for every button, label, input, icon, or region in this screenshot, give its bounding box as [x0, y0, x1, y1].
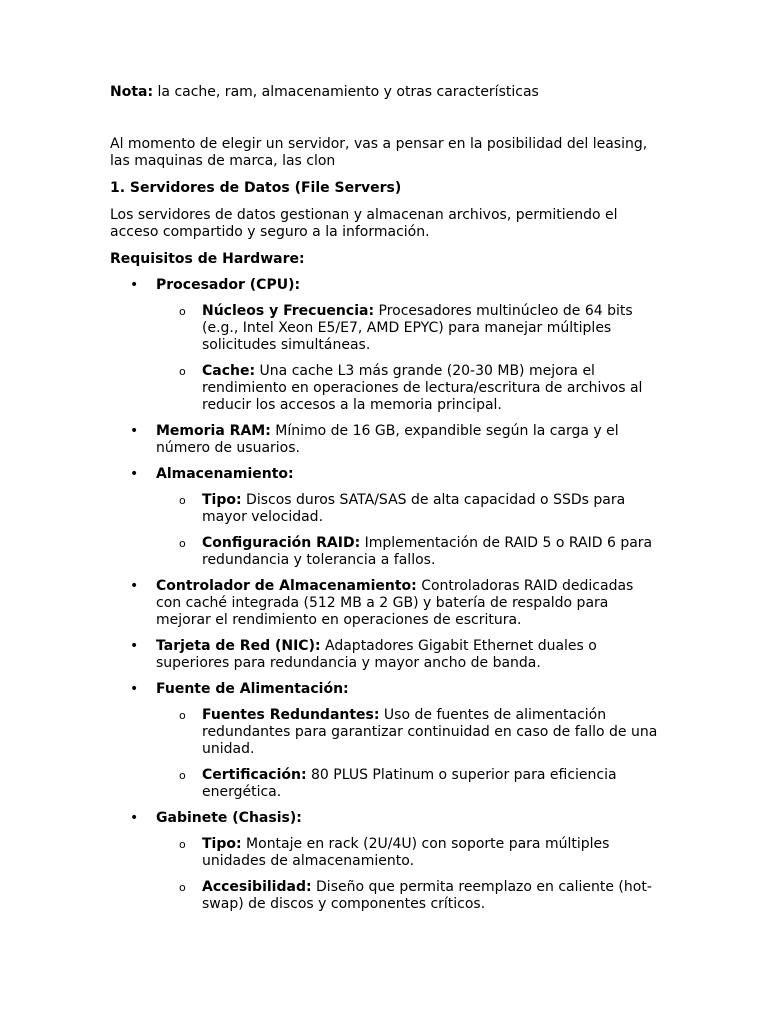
document-page: [110, 84, 660, 913]
sub-requirement-item: [156, 492, 660, 526]
sub-requirements-list: [156, 492, 660, 569]
requirement-item: [110, 810, 660, 913]
bullet-icon: •: [130, 578, 139, 594]
requirement-item: [110, 578, 660, 629]
sub-requirements-list: [156, 707, 660, 801]
requirement-label: Tarjeta de Red (NIC):: [156, 638, 321, 654]
sub-requirement-label: Tipo:: [202, 492, 242, 508]
requirement-label: Gabinete (Chasis):: [156, 810, 302, 826]
requirement-label: Almacenamiento:: [156, 466, 294, 482]
sub-requirement-text: Procesadores multinúcleo de 64 bits (e.g., Intel Xeon E5/E7, AMD EPYC) para manejar múltiples solicitudes simultáneas.: [202, 303, 633, 353]
sub-bullet-icon: o: [179, 881, 186, 894]
requirements-list: [110, 277, 660, 913]
sub-requirements-list: [156, 303, 660, 414]
sub-requirement-text: Discos duros SATA/SAS de alta capacidad o SSDs para mayor velocidad.: [202, 492, 626, 525]
sub-requirement-text: Implementación de RAID 5 o RAID 6 para redundancia y tolerancia a fallos.: [202, 535, 653, 568]
sub-requirement-label: Cache:: [202, 363, 256, 379]
sub-requirement-label: Accesibilidad:: [202, 879, 312, 895]
sub-bullet-icon: o: [179, 494, 186, 507]
sub-requirement-label: Tipo:: [202, 836, 242, 852]
sub-requirement-label: Certificación:: [202, 767, 307, 783]
intro-paragraph: Al momento de elegir un servidor, vas a pensar en la posibilidad del leasing, las maquinas de marca, las clon: [110, 136, 648, 169]
requirement-text: Mínimo de 16 GB, expandible según la carga y el número de usuarios.: [156, 423, 619, 456]
bullet-icon: •: [130, 638, 139, 654]
sub-bullet-icon: o: [179, 537, 186, 550]
bullet-icon: •: [130, 277, 139, 293]
sub-requirements-list: [156, 836, 660, 913]
requirement-label: Fuente de Alimentación:: [156, 681, 349, 697]
sub-requirement-item: [156, 879, 660, 913]
sub-requirement-label: Núcleos y Frecuencia:: [202, 303, 375, 319]
sub-requirement-text: Diseño que permita reemplazo en caliente (hot-swap) de discos y componentes críticos.: [202, 879, 652, 912]
requirement-label: Memoria RAM:: [156, 423, 271, 439]
sub-bullet-icon: o: [179, 709, 186, 722]
sub-requirement-item: [156, 707, 660, 758]
note-text: la cache, ram, almacenamiento y otras características: [153, 84, 539, 100]
sub-requirement-label: Configuración RAID:: [202, 535, 361, 551]
requirement-item: [110, 681, 660, 801]
sub-requirement-label: Fuentes Redundantes:: [202, 707, 380, 723]
sub-requirement-item: [156, 767, 660, 801]
note-label: Nota:: [110, 84, 154, 100]
sub-bullet-icon: o: [179, 769, 186, 782]
bullet-icon: •: [130, 810, 139, 826]
requirement-item: [110, 277, 660, 414]
requirement-text: Adaptadores Gigabit Ethernet duales o superiores para redundancia y mayor ancho de banda.: [156, 638, 597, 671]
bullet-icon: •: [130, 681, 139, 697]
section-description: Los servidores de datos gestionan y almacenan archivos, permitiendo el acceso compartido y seguro a la información.: [110, 207, 618, 240]
requirement-item: [110, 423, 660, 457]
sub-requirement-text: Montaje en rack (2U/4U) con soporte para múltiples unidades de almacenamiento.: [202, 836, 610, 869]
requirement-label: Procesador (CPU):: [156, 277, 301, 293]
sub-bullet-icon: o: [179, 305, 186, 318]
sub-requirement-item: [156, 836, 660, 870]
sub-bullet-icon: o: [179, 365, 186, 378]
bullet-icon: •: [130, 466, 139, 482]
sub-requirement-item: [156, 535, 660, 569]
sub-requirement-item: [156, 303, 660, 354]
section-title: 1. Servidores de Datos (File Servers): [110, 180, 402, 196]
sub-requirement-text: 80 PLUS Platinum o superior para eficiencia energética.: [202, 767, 617, 800]
sub-requirement-text: Uso de fuentes de alimentación redundantes para garantizar continuidad en caso de fallo de una unidad.: [202, 707, 658, 757]
note-paragraph: [110, 84, 660, 101]
requirement-item: [110, 466, 660, 569]
requirement-text: Controladoras RAID dedicadas con caché integrada (512 MB a 2 GB) y batería de respaldo para mejorar el rendimiento en operaciones de escritura.: [156, 578, 634, 628]
bullet-icon: •: [130, 423, 139, 439]
sub-requirement-item: [156, 363, 660, 414]
sub-bullet-icon: o: [179, 838, 186, 851]
sub-requirement-text: Una cache L3 más grande (20-30 MB) mejora el rendimiento en operaciones de lectura/escritura de archivos al reducir los accesos a la memoria principal.: [202, 363, 643, 413]
requirement-item: [110, 638, 660, 672]
requirements-title: Requisitos de Hardware:: [110, 251, 305, 267]
requirement-label: Controlador de Almacenamiento:: [156, 578, 417, 594]
